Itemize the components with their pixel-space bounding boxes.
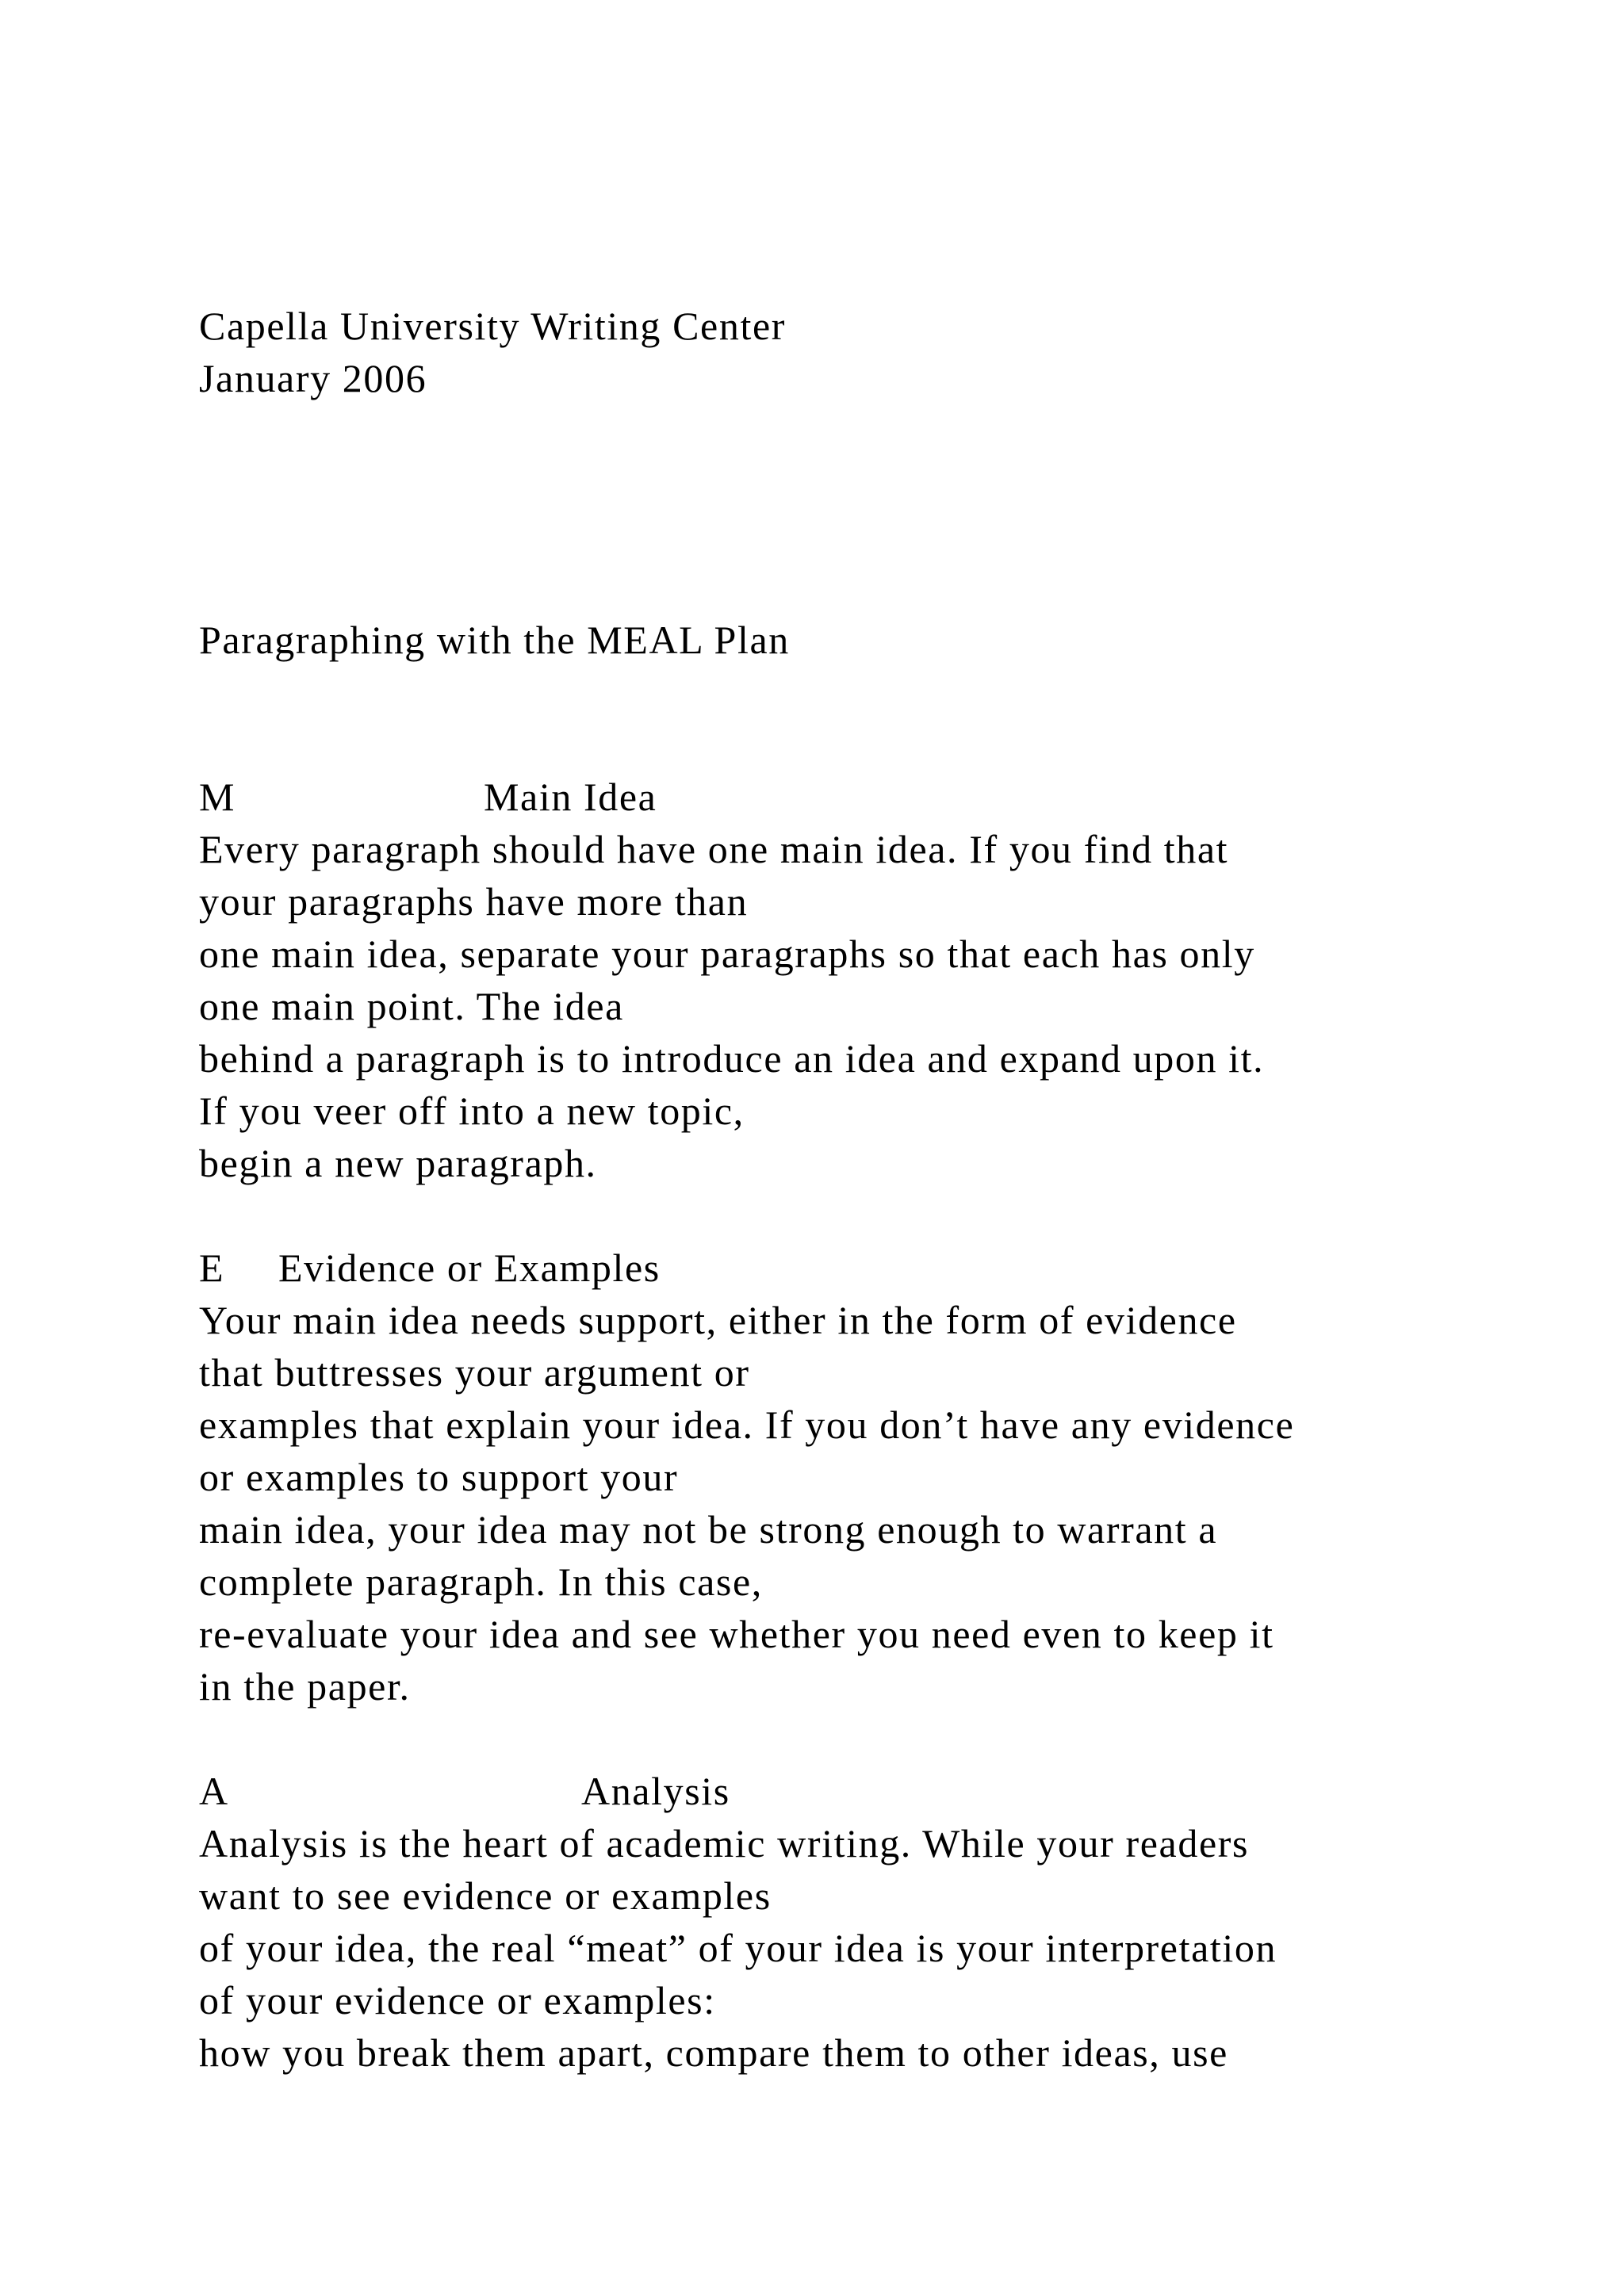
body-line: main idea, your idea may not be strong enough to warrant a (199, 1507, 1218, 1552)
section-letter: A (199, 1769, 229, 1813)
section-term: Evidence or Examples (278, 1246, 661, 1290)
body-line: how you break them apart, compare them to other ideas, use (199, 2030, 1228, 2075)
body-line: in the paper. (199, 1664, 411, 1709)
section-heading-m (199, 771, 1547, 823)
body-line: your paragraphs have more than (199, 879, 749, 924)
header-organization: Capella University Writing Center (199, 304, 786, 348)
section-evidence (199, 1242, 1547, 1712)
section-letter: M (199, 775, 236, 819)
header-date: January 2006 (199, 356, 427, 400)
section-term: Analysis (581, 1769, 730, 1813)
body-line: complete paragraph. In this case, (199, 1559, 763, 1604)
body-line: one main idea, separate your paragraphs so that each has only (199, 932, 1255, 976)
body-line: re-evaluate your idea and see whether you need even to keep it (199, 1612, 1274, 1656)
spacer (199, 1712, 1547, 1765)
body-line: of your idea, the real “meat” of your idea is your interpretation (199, 1926, 1277, 1970)
section-main-idea (199, 771, 1547, 1189)
body-line: examples that explain your idea. If you don’t have any evidence (199, 1402, 1295, 1447)
section-analysis (199, 1765, 1547, 2079)
spacer (199, 666, 1547, 771)
section-heading-e (199, 1242, 1547, 1294)
body-line: want to see evidence or examples (199, 1873, 772, 1918)
body-line: or examples to support your (199, 1455, 679, 1499)
spacer (199, 404, 1547, 614)
body-line: begin a new paragraph. (199, 1141, 597, 1185)
body-line: one main point. The idea (199, 984, 624, 1028)
body-line: Every paragraph should have one main idea. If you find that (199, 827, 1229, 871)
body-line: that buttresses your argument or (199, 1350, 750, 1395)
spacer (199, 1189, 1547, 1242)
document-body (199, 300, 1547, 2079)
body-line: Analysis is the heart of academic writing. While your readers (199, 1821, 1250, 1866)
document-title: Paragraphing with the MEAL Plan (199, 618, 790, 662)
body-line: behind a paragraph is to introduce an idea and expand upon it. (199, 1036, 1265, 1081)
body-line: If you veer off into a new topic, (199, 1089, 745, 1133)
section-term: Main Idea (484, 775, 657, 819)
section-heading-a (199, 1765, 1547, 1817)
body-line: Your main idea needs support, either in the form of evidence (199, 1298, 1237, 1342)
body-line: of your evidence or examples: (199, 1978, 716, 2022)
section-letter: E (199, 1246, 225, 1290)
